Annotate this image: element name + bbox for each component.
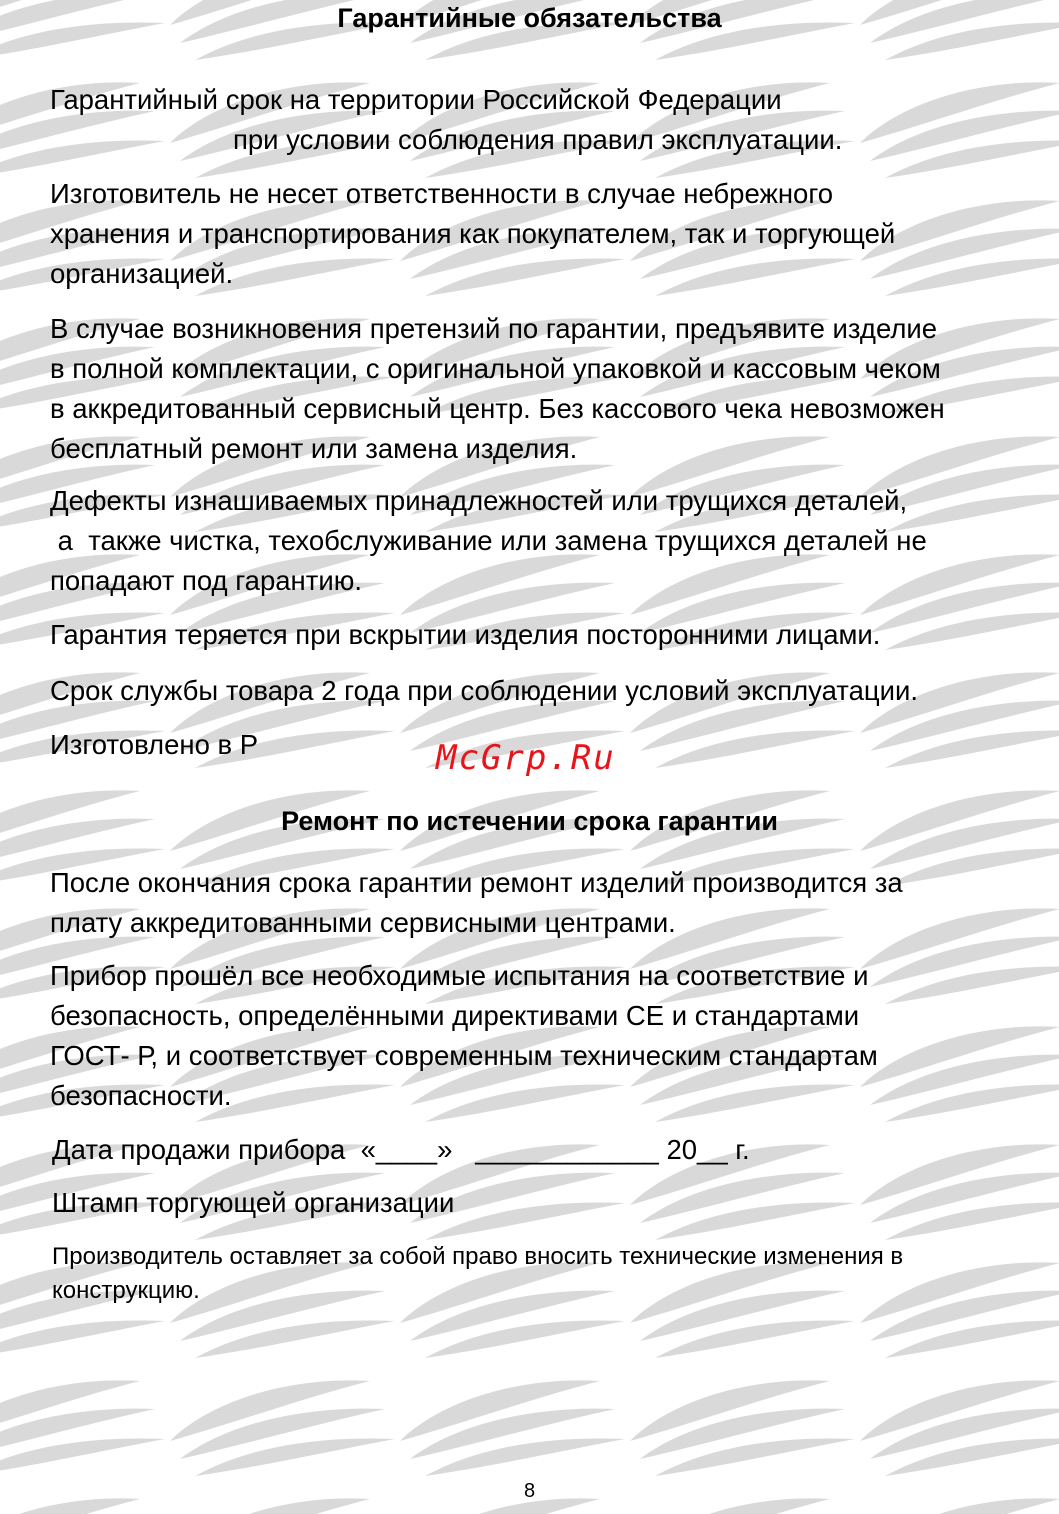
text-line: ГОСТ- Р, и соответствует современным техническим стандартам (50, 1040, 878, 1071)
disclaimer (52, 1240, 903, 1308)
page-title: Гарантийные обязательства (337, 3, 722, 33)
paragraph-liability (50, 174, 895, 294)
text-line: Дефекты изнашиваемых принадлежностей или трущихся деталей, (50, 485, 908, 516)
paragraph-defects (50, 481, 927, 601)
section-heading-post-warranty: Ремонт по истечении срока гарантии (281, 806, 778, 836)
text-line: Прибор прошёл все необходимые испытания на соответствие и (50, 960, 869, 991)
text-line: в полной комплектации, с оригинальной упаковкой и кассовым чеком (50, 353, 941, 384)
text-line: организацией. (50, 258, 234, 289)
text-line: В случае возникновения претензий по гарантии, предъявите изделие (50, 313, 938, 344)
page-number: 8 (523, 1480, 536, 1502)
text-line: После окончания срока гарантии ремонт изделий производится за (50, 867, 903, 898)
text-line: плату аккредитованными сервисными центрами. (50, 907, 676, 938)
sale-date-field: Дата продажи прибора «____» ____________ 20__ г. (52, 1134, 750, 1165)
text-line: бесплатный ремонт или замена изделия. (50, 433, 578, 464)
text-line: Изготовитель не несет ответственности в случае небрежного (50, 178, 834, 209)
text-line: Производитель оставляет за собой право вносить технические изменения в (52, 1243, 904, 1270)
paragraph-claims (50, 309, 945, 469)
text-line: в аккредитованный сервисный центр. Без кассового чека невозможен (50, 393, 945, 424)
paragraph-certification (50, 956, 878, 1116)
paragraph-warranty-term (50, 80, 842, 160)
text-line: попадают под гарантию. (50, 565, 362, 596)
paragraph-warranty-loss: Гарантия теряется при вскрытии изделия посторонними лицами. (50, 619, 881, 650)
text-line: Гарантийный срок на территории Российской Федерации (50, 84, 782, 115)
text-line: безопасность, определёнными директивами СЕ и стандартами (50, 1000, 860, 1031)
text-line: конструкцию. (52, 1277, 200, 1304)
site-watermark: McGrp.Ru (436, 738, 616, 778)
paragraph-service-life: Срок службы товара 2 года при соблюдении условий эксплуатации. (50, 675, 918, 706)
paragraph-made-in: Изготовлено в Р (50, 729, 259, 760)
text-line: при условии соблюдения правил эксплуатации. (233, 124, 843, 155)
stamp-field: Штамп торгующей организации (52, 1187, 455, 1218)
text-line: а также чистка, техобслуживание или замена трущихся деталей не (50, 525, 927, 556)
text-line: безопасности. (50, 1080, 232, 1111)
text-line: хранения и транспортирования как покупателем, так и торгующей (50, 218, 896, 249)
paragraph-post-warranty-repair (50, 863, 903, 943)
